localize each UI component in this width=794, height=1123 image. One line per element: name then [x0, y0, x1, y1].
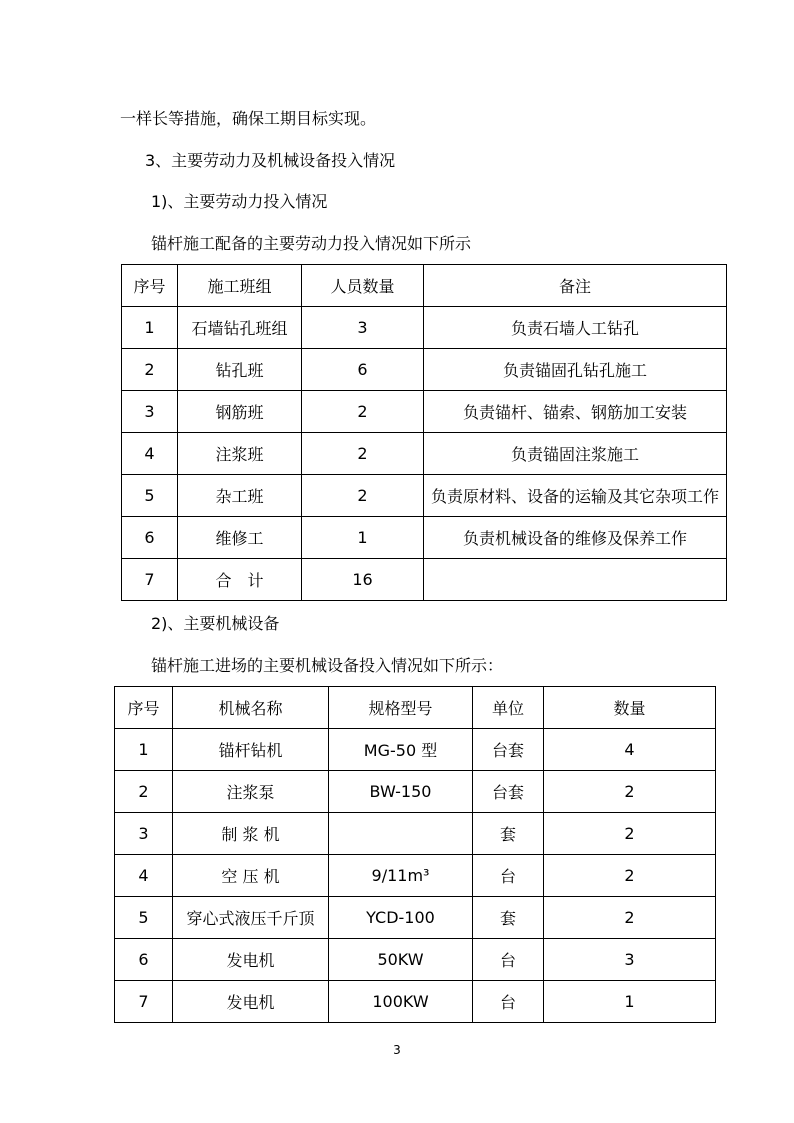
table-cell: 负责原材料、设备的运输及其它杂项工作: [424, 475, 727, 517]
table-cell: 台: [473, 981, 544, 1023]
table-cell: 16: [302, 559, 424, 601]
table-cell: 9/11m³: [329, 855, 473, 897]
table-cell: 合 计: [178, 559, 302, 601]
continuation-text: 一样长等措施，确保工期目标实现。: [120, 109, 377, 128]
subheading-equipment: 2)、主要机械设备: [151, 614, 280, 633]
labor-table: [121, 264, 727, 601]
column-header: 规格型号: [329, 687, 473, 729]
table-cell: 注浆班: [178, 433, 302, 475]
table-header-row: [115, 687, 716, 729]
section-heading: 3、主要劳动力及机械设备投入情况: [145, 151, 396, 170]
table-cell: 3: [115, 813, 173, 855]
column-header: 机械名称: [173, 687, 329, 729]
table-cell: 套: [473, 897, 544, 939]
table-cell: [329, 813, 473, 855]
column-header: 施工班组: [178, 265, 302, 307]
table-cell: 台套: [473, 729, 544, 771]
table-row: [122, 517, 727, 559]
table-cell: 负责锚固注浆施工: [424, 433, 727, 475]
table-row: [115, 855, 716, 897]
table-row: [122, 559, 727, 601]
table-cell: 2: [122, 349, 178, 391]
table-cell: 6: [302, 349, 424, 391]
table-cell: 注浆泵: [173, 771, 329, 813]
table-row: [122, 391, 727, 433]
table-cell: 3: [302, 307, 424, 349]
table-cell: 1: [122, 307, 178, 349]
table-row: [122, 307, 727, 349]
table-row: [115, 729, 716, 771]
table-cell: 6: [115, 939, 173, 981]
table-cell: 负责锚杆、锚索、钢筋加工安装: [424, 391, 727, 433]
subheading-labor: 1)、主要劳动力投入情况: [151, 192, 328, 211]
table-cell: 杂工班: [178, 475, 302, 517]
table-cell: 制 浆 机: [173, 813, 329, 855]
table-cell: 3: [544, 939, 716, 981]
table-row: [122, 433, 727, 475]
table-cell: 维修工: [178, 517, 302, 559]
table-row: [115, 897, 716, 939]
table-cell: 发电机: [173, 981, 329, 1023]
labor-table-intro: 锚杆施工配备的主要劳动力投入情况如下所示: [151, 234, 472, 253]
table-cell: 6: [122, 517, 178, 559]
table-cell: 4: [544, 729, 716, 771]
table-cell: MG-50 型: [329, 729, 473, 771]
table-cell: YCD-100: [329, 897, 473, 939]
table-cell: 钻孔班: [178, 349, 302, 391]
table-row: [122, 349, 727, 391]
table-cell: 1: [115, 729, 173, 771]
table-row: [115, 981, 716, 1023]
equipment-table-intro: 锚杆施工进场的主要机械设备投入情况如下所示：: [151, 656, 504, 675]
table-cell: 2: [302, 391, 424, 433]
table-cell: BW-150: [329, 771, 473, 813]
table-row: [122, 475, 727, 517]
table-cell: [424, 559, 727, 601]
table-cell: 1: [544, 981, 716, 1023]
table-cell: 2: [302, 475, 424, 517]
table-cell: 4: [115, 855, 173, 897]
table-cell: 锚杆钻机: [173, 729, 329, 771]
table-cell: 钢筋班: [178, 391, 302, 433]
table-cell: 台: [473, 855, 544, 897]
table-cell: 7: [122, 559, 178, 601]
table-cell: 2: [544, 771, 716, 813]
table-row: [115, 771, 716, 813]
table-cell: 发电机: [173, 939, 329, 981]
column-header: 序号: [115, 687, 173, 729]
column-header: 人员数量: [302, 265, 424, 307]
column-header: 单位: [473, 687, 544, 729]
table-cell: 2: [544, 897, 716, 939]
table-cell: 7: [115, 981, 173, 1023]
table-cell: 负责石墙人工钻孔: [424, 307, 727, 349]
table-cell: 负责锚固孔钻孔施工: [424, 349, 727, 391]
table-cell: 5: [115, 897, 173, 939]
table-row: [115, 939, 716, 981]
table-cell: 2: [302, 433, 424, 475]
table-header-row: [122, 265, 727, 307]
table-cell: 4: [122, 433, 178, 475]
table-cell: 负责机械设备的维修及保养工作: [424, 517, 727, 559]
table-cell: 2: [544, 855, 716, 897]
table-cell: 套: [473, 813, 544, 855]
equipment-table: [114, 686, 716, 1023]
column-header: 备注: [424, 265, 727, 307]
table-cell: 石墙钻孔班组: [178, 307, 302, 349]
table-row: [115, 813, 716, 855]
table-cell: 5: [122, 475, 178, 517]
table-cell: 2: [544, 813, 716, 855]
table-cell: 空 压 机: [173, 855, 329, 897]
column-header: 序号: [122, 265, 178, 307]
column-header: 数量: [544, 687, 716, 729]
table-cell: 穿心式液压千斤顶: [173, 897, 329, 939]
table-cell: 50KW: [329, 939, 473, 981]
table-cell: 台套: [473, 771, 544, 813]
table-cell: 3: [122, 391, 178, 433]
table-cell: 1: [302, 517, 424, 559]
table-cell: 100KW: [329, 981, 473, 1023]
table-cell: 2: [115, 771, 173, 813]
page-number: 3: [393, 1043, 401, 1057]
table-cell: 台: [473, 939, 544, 981]
